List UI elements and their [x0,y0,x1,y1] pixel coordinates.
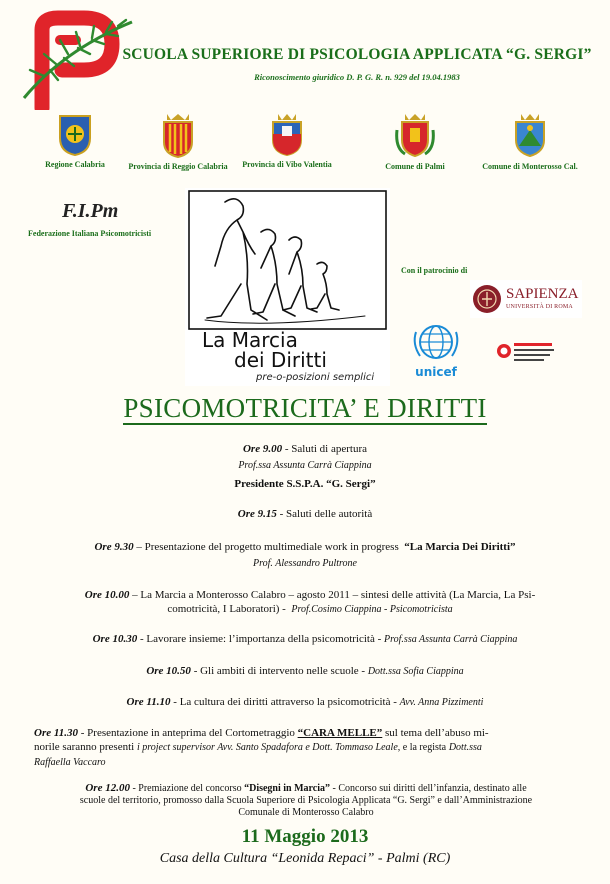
sponsor-label: Comune di Palmi [385,162,445,171]
unicef-name: unicef [415,365,457,379]
sponsor-comune-palmi [360,112,470,171]
sapienza-logo [470,280,582,318]
vibo-valentia-crest-icon [270,112,304,156]
speaker-0900: Prof.ssa Assunta Carrà Ciappina [238,460,372,471]
march-title-line1: La Marcia [202,328,298,352]
program-item-0930: Ore 9.30 – Presentazione del progetto multimediale work in progress “La Marcia Dei Diritti” [94,541,516,553]
monterosso-crest-icon [513,112,547,158]
speaker-role-0900: Presidente S.S.P.A. “G. Sergi” [234,478,376,490]
fip-logo: F.I.Pm [62,200,119,222]
sponsor-label: Comune di Monterosso Cal. [482,162,578,171]
sponsor-comune-monterosso [475,112,585,171]
sponsor-provincia-reggio [123,112,233,171]
program-item-1200: Ore 12.00 - Premiazione del concorso “Disegni in Marcia” - Concorso sui diritti dell’infanzia, destinato alle scuole del territorio, promosso dalla Scuola Superiore di Psicologia Applicata “G. Sergi” e dall’Amministrazione Comunale di Monterosso Calabro [79,782,533,818]
speaker-0930: Prof. Alessandro Pultrone [253,558,357,569]
sponsor-regione-calabria [20,112,130,169]
program-item-0915: Ore 9.15 - Saluti delle autorità [237,508,373,520]
sponsor-label: Provincia di Reggio Calabria [128,162,228,171]
school-logo-icon [14,10,134,110]
event-date: 11 Maggio 2013 [241,826,369,847]
unicef-globe-icon [410,322,462,362]
sponsor-label: Regione Calabria [45,160,105,169]
patronage-label: Con il patrocinio di [401,266,468,275]
program-item-1110: Ore 11.10 - La cultura dei diritti attraverso la psicomotricità - Avv. Anna Pizzimenti [126,696,484,708]
sponsor-label: Provincia di Vibo Valentia [242,160,332,169]
event-title: PSICOMOTRICITA’ E DIRITTI [123,393,487,423]
march-subtitle: pre-o-posizioni semplici [256,372,375,383]
sapienza-name: SAPIENZA [506,286,579,302]
program-item-1000: Ore 10.00 – La Marcia a Monterosso Calabro – agosto 2011 – sintesi delle attività (La Marcia, La Psi- comotricità, I Laboratori) - Prof.Cosimo Ciappina - Psicomotricista [84,589,536,615]
program-item-1030: Ore 10.30 - Lavorare insieme: l’importanza della psicomotricità - Prof.ssa Assunta Carrà Ciappina [92,633,518,645]
sapienza-seal-icon [472,284,502,314]
unicef-logo [410,322,462,379]
event-venue: Casa della Cultura “Leonida Repaci” - Palmi (RC) [159,851,451,866]
legal-recognition: Riconoscimento giuridico D. P. G. R. n. 929 del 19.04.1983 [254,72,460,82]
program-item-1050: Ore 10.50 - Gli ambiti di intervento nelle scuole - Dott.ssa Sofia Ciappina [146,665,464,677]
school-name: SCUOLA SUPERIORE DI PSICOLOGIA APPLICATA “G. SERGI” [122,46,592,63]
sapienza-subtitle: UNIVERSITÀ DI ROMA [506,304,573,310]
regione-calabria-emblem-icon [58,112,92,156]
program-item-1130: Ore 11.30 - Presentazione in anteprima del Cortometraggio “CARA MELLE” sul tema dell’abuso mi- norile saranno presenti i project supervisor Avv. Santo Spadafora e Dott. Tommaso Leale, e la regista Dott.ssa Raffaella Vaccaro [34,727,489,768]
reggio-calabria-crest-icon [161,112,195,158]
program-item-0900: Ore 9.00 - Saluti di apertura [242,443,368,455]
fondazione-logo-icon [495,336,557,366]
fip-label: Federazione Italiana Psicomotricisti [28,229,152,238]
sponsor-provincia-vibo [232,112,342,169]
march-title-line2: dei Diritti [234,348,327,372]
palmi-crest-icon [395,112,435,158]
